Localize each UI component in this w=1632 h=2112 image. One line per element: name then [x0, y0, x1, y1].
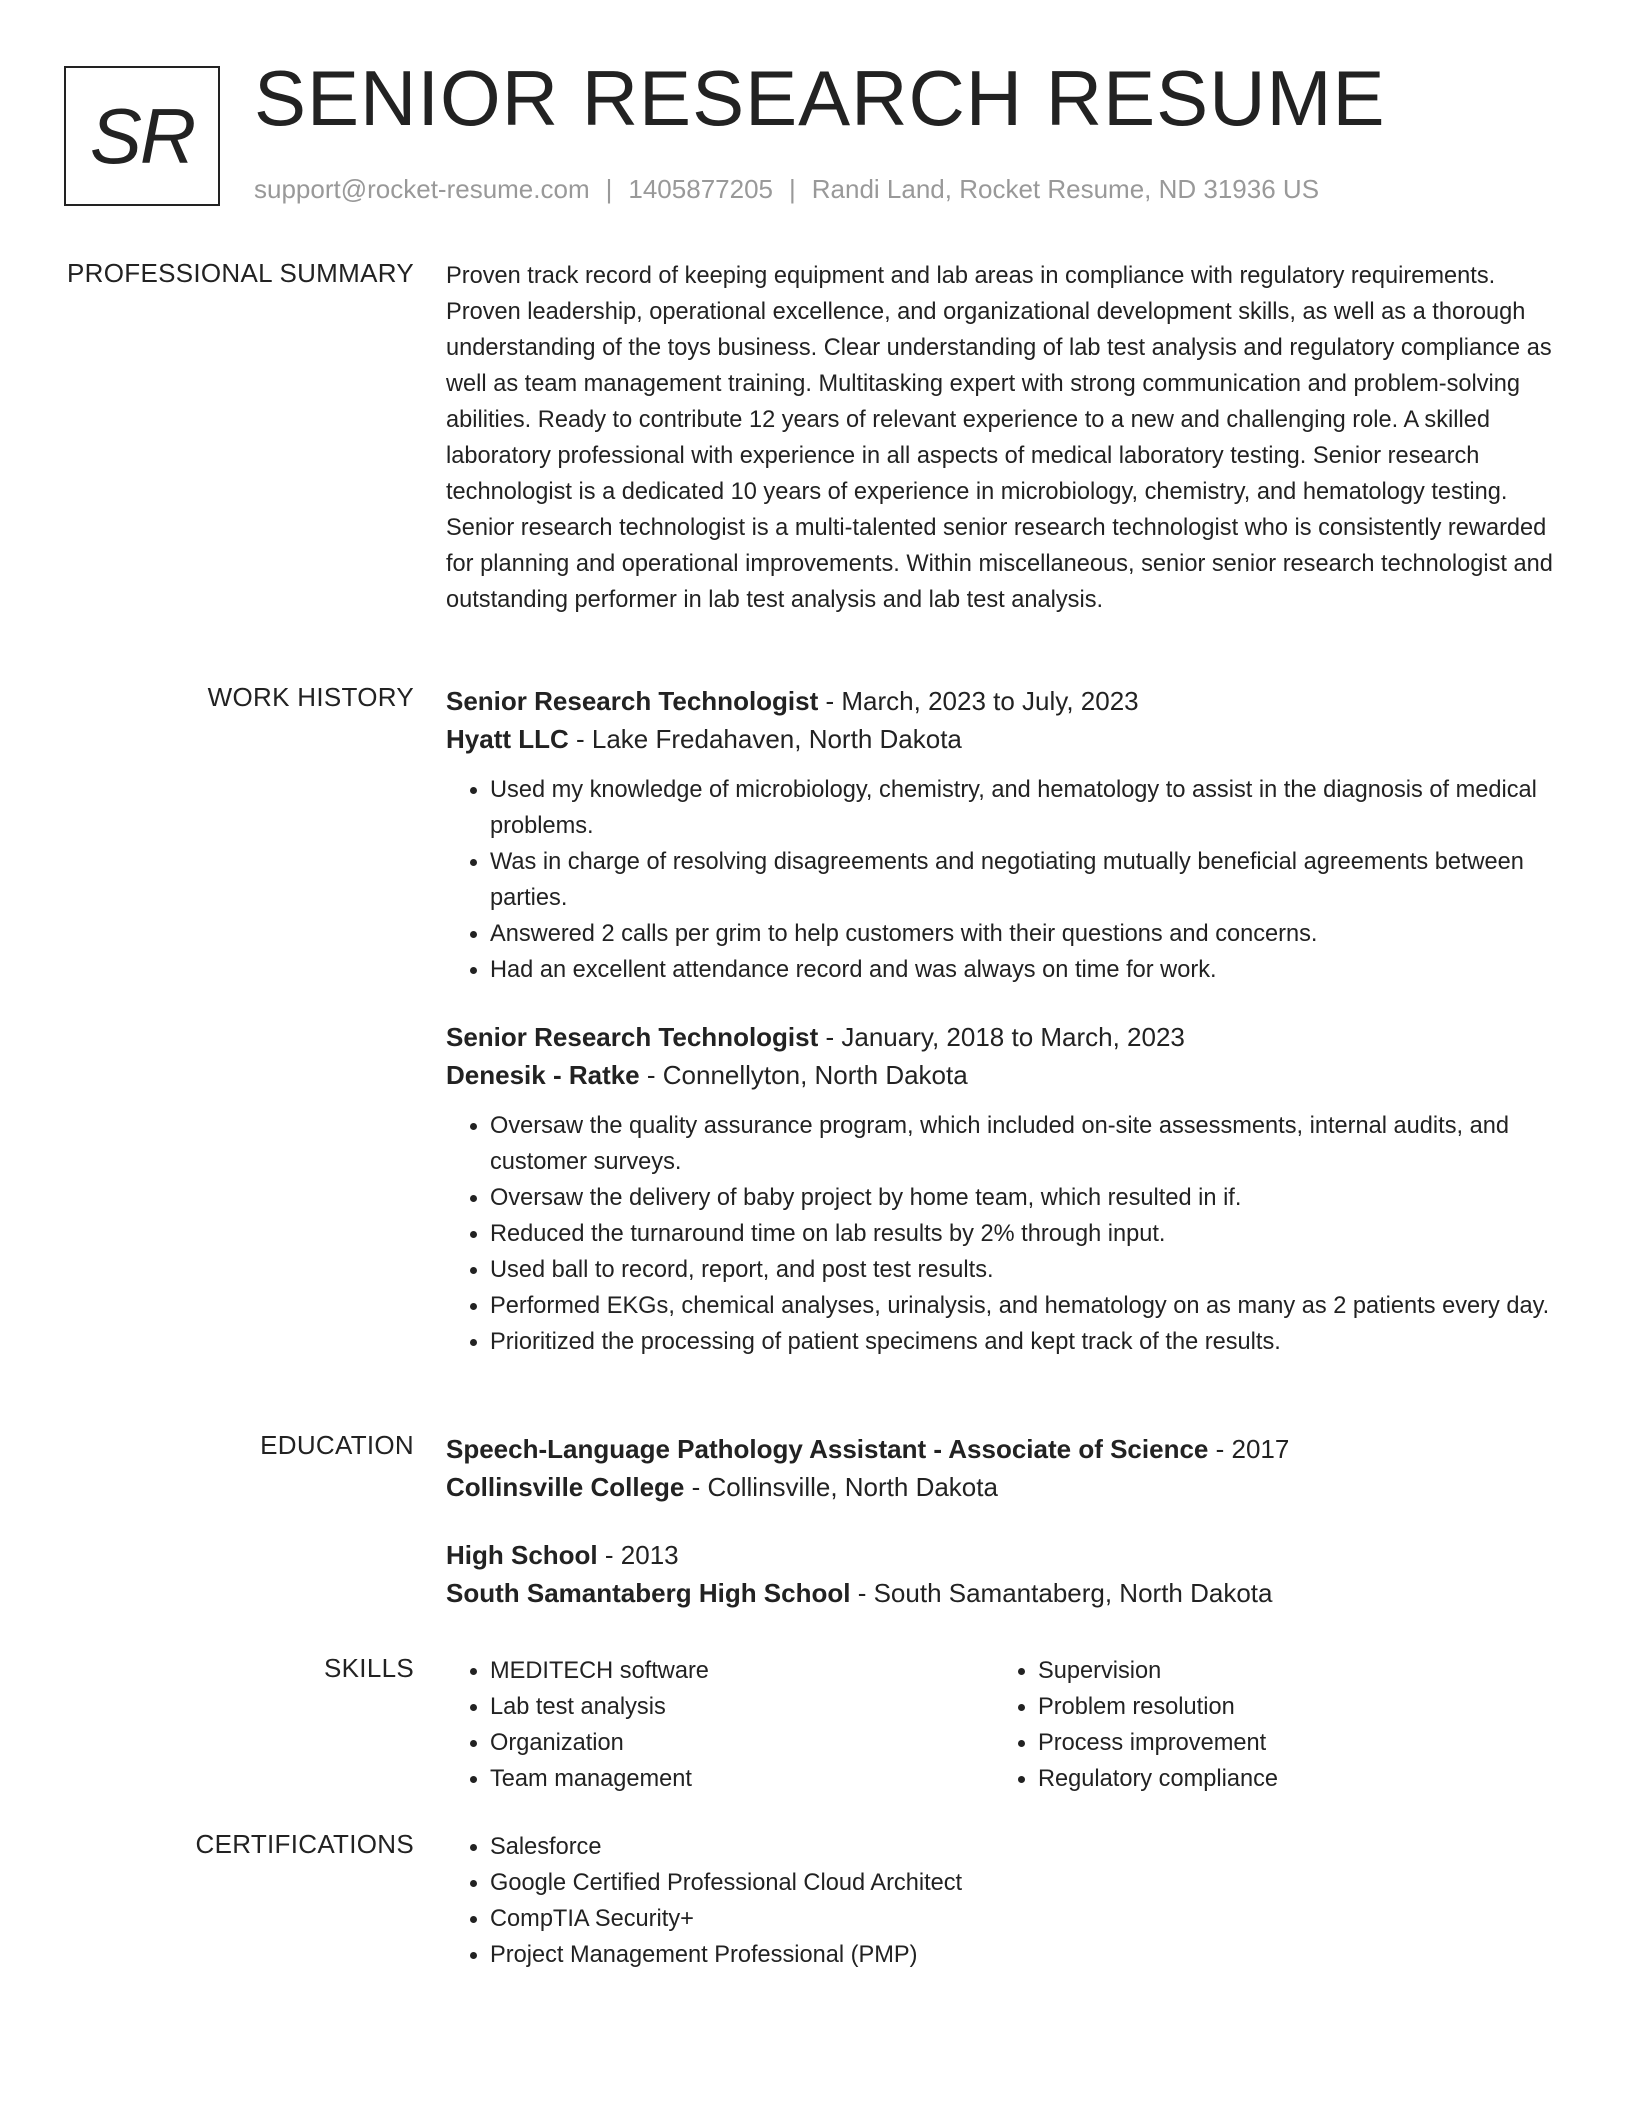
- job-company-line: [446, 1056, 1562, 1094]
- skill-item: • Organization: [490, 1725, 994, 1761]
- education-school-line: [446, 1574, 1562, 1612]
- skills-list-right: [994, 1653, 1542, 1797]
- skill-item: • Team management: [490, 1761, 994, 1797]
- education-school-line: [446, 1468, 1562, 1506]
- skill-item: • MEDITECH software: [490, 1653, 994, 1689]
- section-label-education: EDUCATION: [260, 1430, 414, 1460]
- skill-item: • Regulatory compliance: [1038, 1761, 1542, 1797]
- summary-text: Proven track record of keeping equipment and lab areas in compliance with regulatory requirements. Proven leadership, operational excellence, and organizational development skills, as well as a thorough understanding of the toys business. Clear understanding of lab test analysis and regulatory compliance as well as team management training. Multitasking expert with strong communication and problem-solving abilities. Ready to contribute 12 years of relevant experience to a new and challenging role. A skilled laboratory professional with experience in all aspects of medical laboratory testing. Senior research technologist is a dedicated 10 years of experience in microbiology, chemistry, and hematology testing. Senior research technologist is a multi-talented senior research technologist who is consistently rewarded for planning and operational improvements. Within miscellaneous, senior senior research technologist and outstanding performer in lab test analysis and lab test analysis.: [446, 263, 1553, 613]
- resume-title: SENIOR RESEARCH RESUME: [254, 54, 1386, 142]
- skill-item: • Supervision: [1038, 1653, 1542, 1689]
- section-label-summary: PROFESSIONAL SUMMARY: [67, 258, 414, 288]
- job-bullet: • Was in charge of resolving disagreements and negotiating mutually beneficial agreements between parties.: [490, 844, 1562, 916]
- contact-email: support@rocket-resume.com: [254, 174, 590, 204]
- education-entry: [446, 1536, 1562, 1612]
- summary-body: [446, 258, 1562, 618]
- education-year: - 2017: [1208, 1434, 1290, 1464]
- job-bullets: [446, 1108, 1562, 1360]
- contact-separator: |: [789, 174, 796, 204]
- job-company-line: [446, 720, 1562, 758]
- education-degree: High School: [446, 1540, 598, 1570]
- education-degree-line: [446, 1536, 1562, 1574]
- certifications-body: [446, 1829, 1562, 1973]
- monogram-initials: SR: [89, 92, 195, 180]
- job-bullet: • Reduced the turnaround time on lab results by 2% through input.: [490, 1216, 1562, 1252]
- education-entry: [446, 1430, 1562, 1506]
- education-body: [446, 1430, 1562, 1612]
- job-title-line: [446, 1018, 1562, 1056]
- job-title-line: [446, 682, 1562, 720]
- section-label-work-history: WORK HISTORY: [207, 682, 414, 712]
- education-year: - 2013: [597, 1540, 679, 1570]
- job-entry: [446, 1018, 1562, 1360]
- skills-body: [446, 1653, 1562, 1797]
- job-bullet: • Oversaw the quality assurance program, which included on-site assessments, internal audits, and customer surveys.: [490, 1108, 1562, 1180]
- contact-line: [254, 174, 1319, 205]
- job-dates: - January, 2018 to March, 2023: [818, 1022, 1185, 1052]
- job-location: - Lake Fredahaven, North Dakota: [568, 724, 962, 754]
- job-dates: - March, 2023 to July, 2023: [818, 686, 1139, 716]
- contact-phone: 1405877205: [628, 174, 773, 204]
- job-bullet: • Oversaw the delivery of baby project by home team, which resulted in if.: [490, 1180, 1562, 1216]
- job-entry: [446, 682, 1562, 988]
- skills-grid: [446, 1653, 1562, 1797]
- job-bullet: • Used ball to record, report, and post test results.: [490, 1252, 1562, 1288]
- job-bullet: • Answered 2 calls per grim to help customers with their questions and concerns.: [490, 916, 1562, 952]
- job-bullets: [446, 772, 1562, 988]
- certification-item: • CompTIA Security+: [490, 1901, 1562, 1937]
- job-bullet: • Performed EKGs, chemical analyses, urinalysis, and hematology on as many as 2 patients every day.: [490, 1288, 1562, 1324]
- certification-item: • Google Certified Professional Cloud Architect: [490, 1865, 1562, 1901]
- section-label-certifications: CERTIFICATIONS: [195, 1829, 414, 1859]
- skill-item: • Problem resolution: [1038, 1689, 1542, 1725]
- job-company: Denesik - Ratke: [446, 1060, 640, 1090]
- certification-item: • Project Management Professional (PMP): [490, 1937, 1562, 1973]
- work-history-body: [446, 682, 1562, 1360]
- certification-item: • Salesforce: [490, 1829, 1562, 1865]
- certifications-list: [446, 1829, 1562, 1973]
- education-location: - Collinsville, North Dakota: [684, 1472, 998, 1502]
- job-bullet: • Had an excellent attendance record and was always on time for work.: [490, 952, 1562, 988]
- skill-item: • Process improvement: [1038, 1725, 1542, 1761]
- section-label-skills: SKILLS: [324, 1653, 414, 1683]
- job-bullet: • Used my knowledge of microbiology, chemistry, and hematology to assist in the diagnosis of medical problems.: [490, 772, 1562, 844]
- monogram-badge: [64, 66, 220, 206]
- job-company: Hyatt LLC: [446, 724, 569, 754]
- contact-address: Randi Land, Rocket Resume, ND 31936 US: [811, 174, 1320, 204]
- education-school: South Samantaberg High School: [446, 1578, 851, 1608]
- contact-separator: |: [605, 174, 613, 204]
- job-title: Senior Research Technologist: [446, 1022, 819, 1052]
- education-degree-line: [446, 1430, 1562, 1468]
- education-school: Collinsville College: [446, 1472, 685, 1502]
- skill-item: • Lab test analysis: [490, 1689, 994, 1725]
- job-location: - Connellyton, North Dakota: [639, 1060, 968, 1090]
- education-degree: Speech-Language Pathology Assistant - Associate of Science: [446, 1434, 1209, 1464]
- job-title: Senior Research Technologist: [446, 686, 819, 716]
- skills-list-left: [446, 1653, 994, 1797]
- job-bullet: • Prioritized the processing of patient specimens and kept track of the results.: [490, 1324, 1562, 1360]
- education-location: - South Samantaberg, North Dakota: [850, 1578, 1273, 1608]
